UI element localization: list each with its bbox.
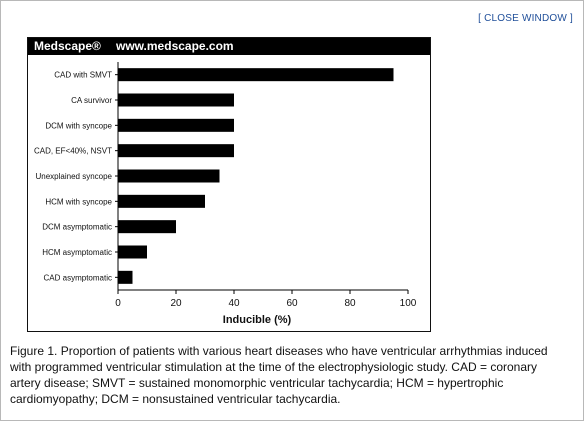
figure-image [27, 37, 431, 332]
category-label: CA survivor [71, 96, 112, 105]
x-axis-label: Inducible (%) [222, 314, 292, 326]
bar [118, 220, 176, 233]
bar [118, 195, 205, 208]
x-tick-label: 20 [170, 298, 182, 309]
x-tick-label: 80 [344, 298, 356, 309]
close-window-label[interactable]: CLOSE WINDOW [484, 13, 568, 24]
medscape-url: www.medscape.com [116, 39, 234, 53]
medscape-brand: Medscape® [34, 39, 101, 53]
category-label: DCM asymptomatic [42, 222, 112, 232]
figure-caption: Figure 1. Proportion of patients with various heart diseases who have ventricular arrhythmias induced with programmed ventricular stimulation at the time of the electrophysiologic study. CAD = coronary artery disease; SMVT = sustained monomorphic ventricular tachycardia; HCM = hypertrophic cardiomyopathy; DCM = nonsustained ventricular tachycardia. [10, 344, 548, 406]
category-label: Unexplained syncope [35, 172, 112, 181]
category-label: CAD with SMVT [54, 70, 112, 80]
x-tick-label: 0 [115, 298, 121, 309]
bar [118, 144, 234, 157]
bar [118, 170, 220, 183]
category-label: CAD asymptomatic [43, 273, 112, 283]
x-tick-label: 100 [399, 298, 417, 309]
category-label: CAD, EF<40%, NSVT [33, 146, 112, 156]
x-tick-label: 60 [286, 298, 298, 309]
x-tick-label: 40 [228, 298, 240, 309]
category-label: HCM with syncope [45, 197, 112, 207]
close-window-link[interactable]: [ CLOSE WINDOW ] [478, 13, 573, 24]
bar [118, 271, 133, 284]
bar [118, 68, 394, 81]
category-label: DCM with syncope [45, 121, 112, 131]
bar [118, 246, 147, 259]
bar [118, 119, 234, 132]
bar [118, 94, 234, 107]
category-label: HCM asymptomatic [42, 248, 112, 257]
bar-chart [28, 38, 430, 331]
